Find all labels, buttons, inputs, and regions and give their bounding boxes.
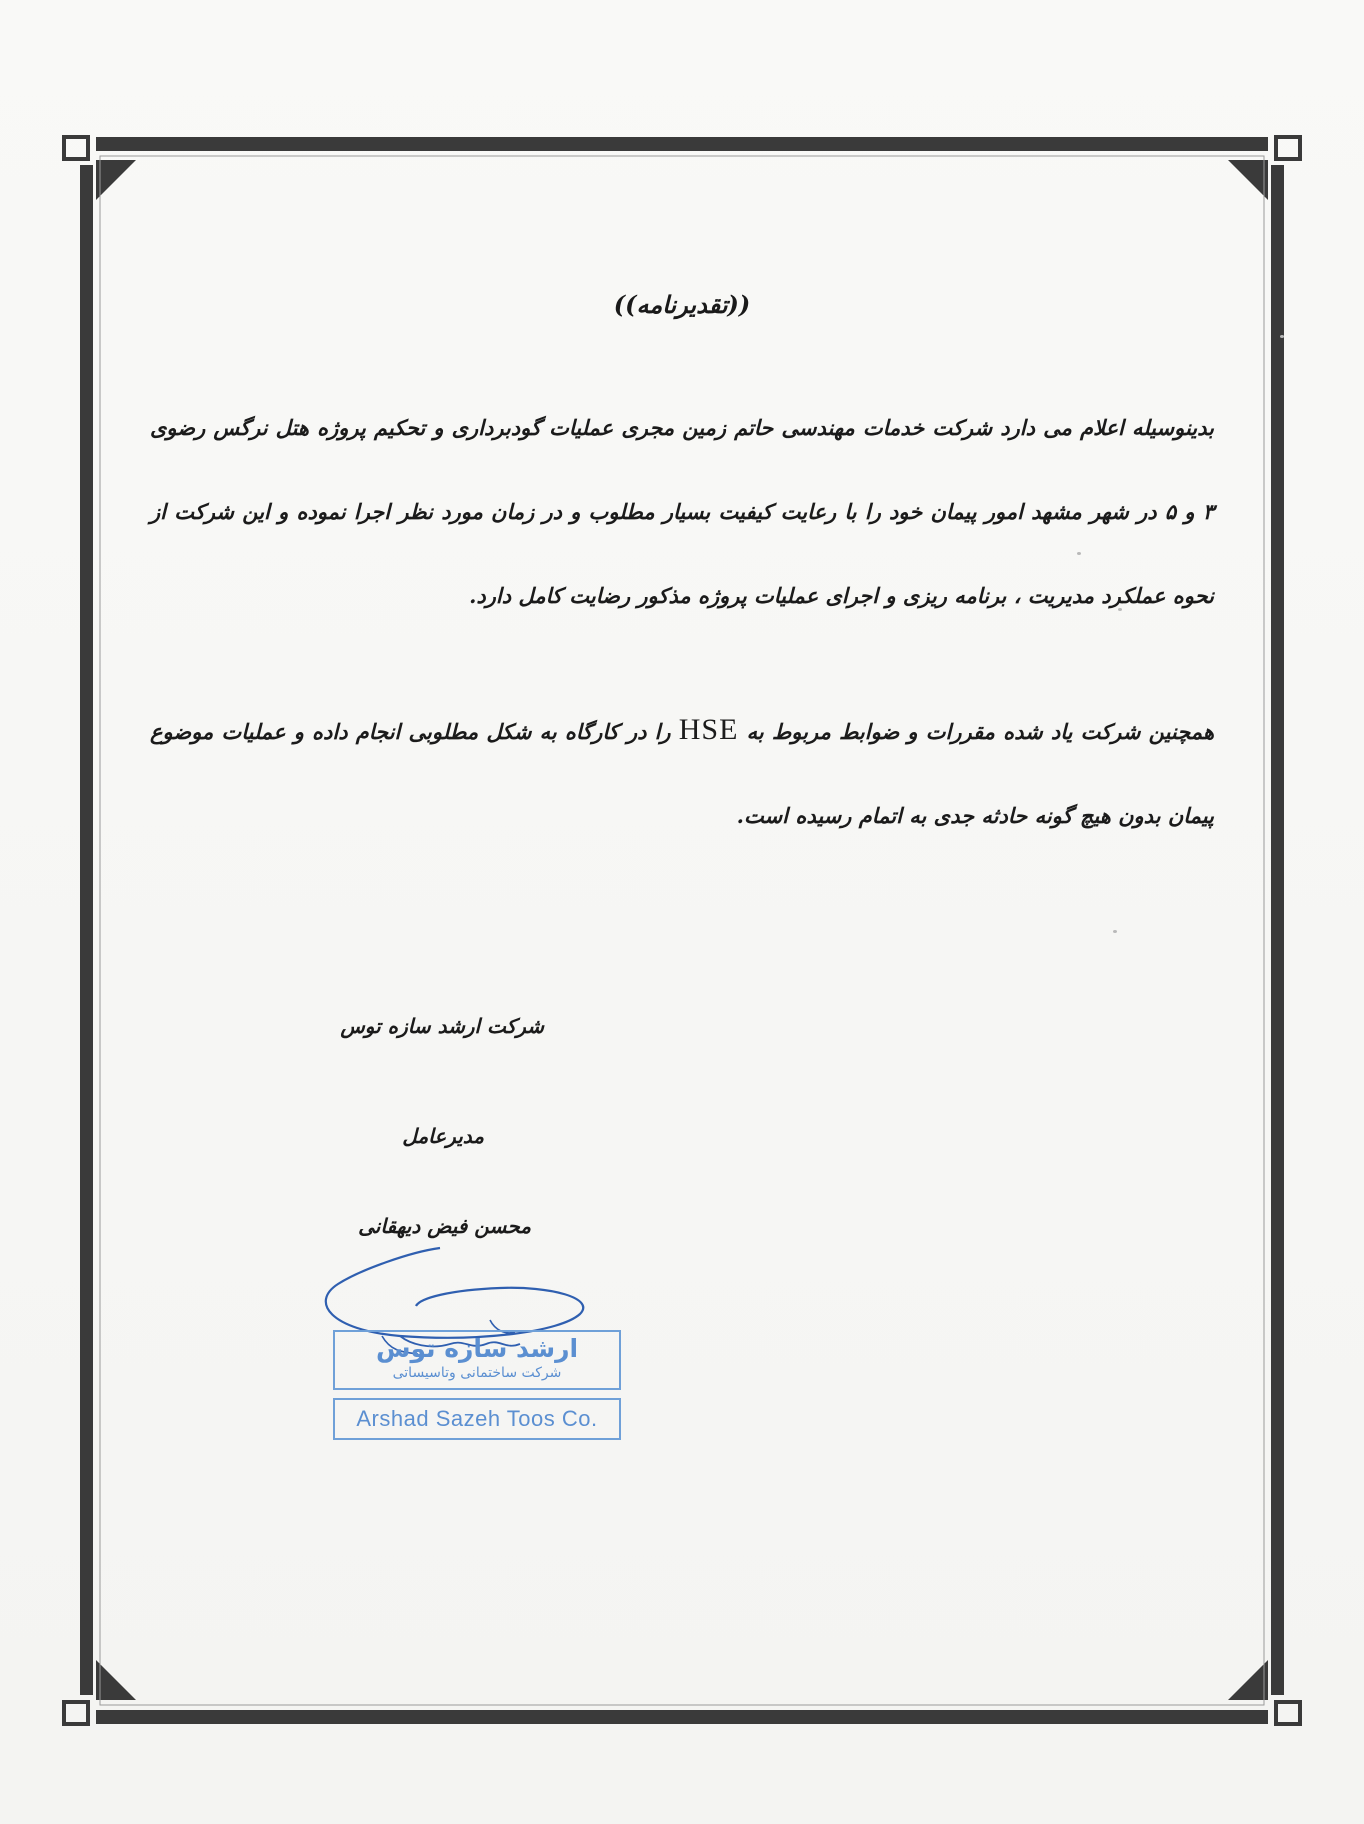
- paragraph-2-end: را در کارگاه به شکل مطلوبی انجام داده و عملیات موضوع پیمان بدون هیچ گونه حادثه جدی به اتمام رسیده است.: [150, 719, 1214, 828]
- stamp-persian-name: ارشد سازه توس: [375, 1334, 579, 1363]
- paragraph-2-start: همچنین شرکت یاد شده مقررات و ضوابط مربوط به: [746, 719, 1215, 744]
- signatory-position: مدیرعامل: [402, 1124, 484, 1148]
- signatory-name: محسن فیض دیهقانی: [358, 1214, 531, 1238]
- stamp-english-name: Arshad Sazeh Toos Co.: [333, 1398, 621, 1440]
- frame-top-bar: [96, 137, 1268, 151]
- hse-term: HSE: [678, 713, 739, 746]
- paper-speck: [1113, 930, 1117, 933]
- stamp-persian-subtitle: شرکت ساختمانی وتاسیساتی: [392, 1365, 562, 1381]
- body-paragraph-2: [150, 688, 1214, 858]
- signatory-company: شرکت ارشد سازه توس: [340, 1014, 544, 1038]
- company-stamp: [333, 1330, 621, 1440]
- document-title: ((تقدیرنامه)): [613, 290, 751, 319]
- frame-bottom-bar: [96, 1710, 1268, 1724]
- frame-left-bar: [80, 165, 93, 1695]
- body-paragraph-1: بدینوسیله اعلام می دارد شرکت خدمات مهندسی حاتم زمین مجری عملیات گودبرداری و تحکیم پروژه هتل نرگس رضوی ۳ و ۵ در شهر مشهد امور پیمان خود را با رعایت کیفیت بسیار مطلوب و در زمان مورد نظر اجرا نموده و این شرکت از نحوه عملکرد مدیریت ، برنامه ریزی و اجرای عملیات پروژه مذکور رضایت کامل دارد.: [150, 415, 1214, 608]
- stamp-persian-box: [333, 1330, 621, 1390]
- paper-speck: [1280, 335, 1284, 338]
- frame-right-bar: [1271, 165, 1284, 1695]
